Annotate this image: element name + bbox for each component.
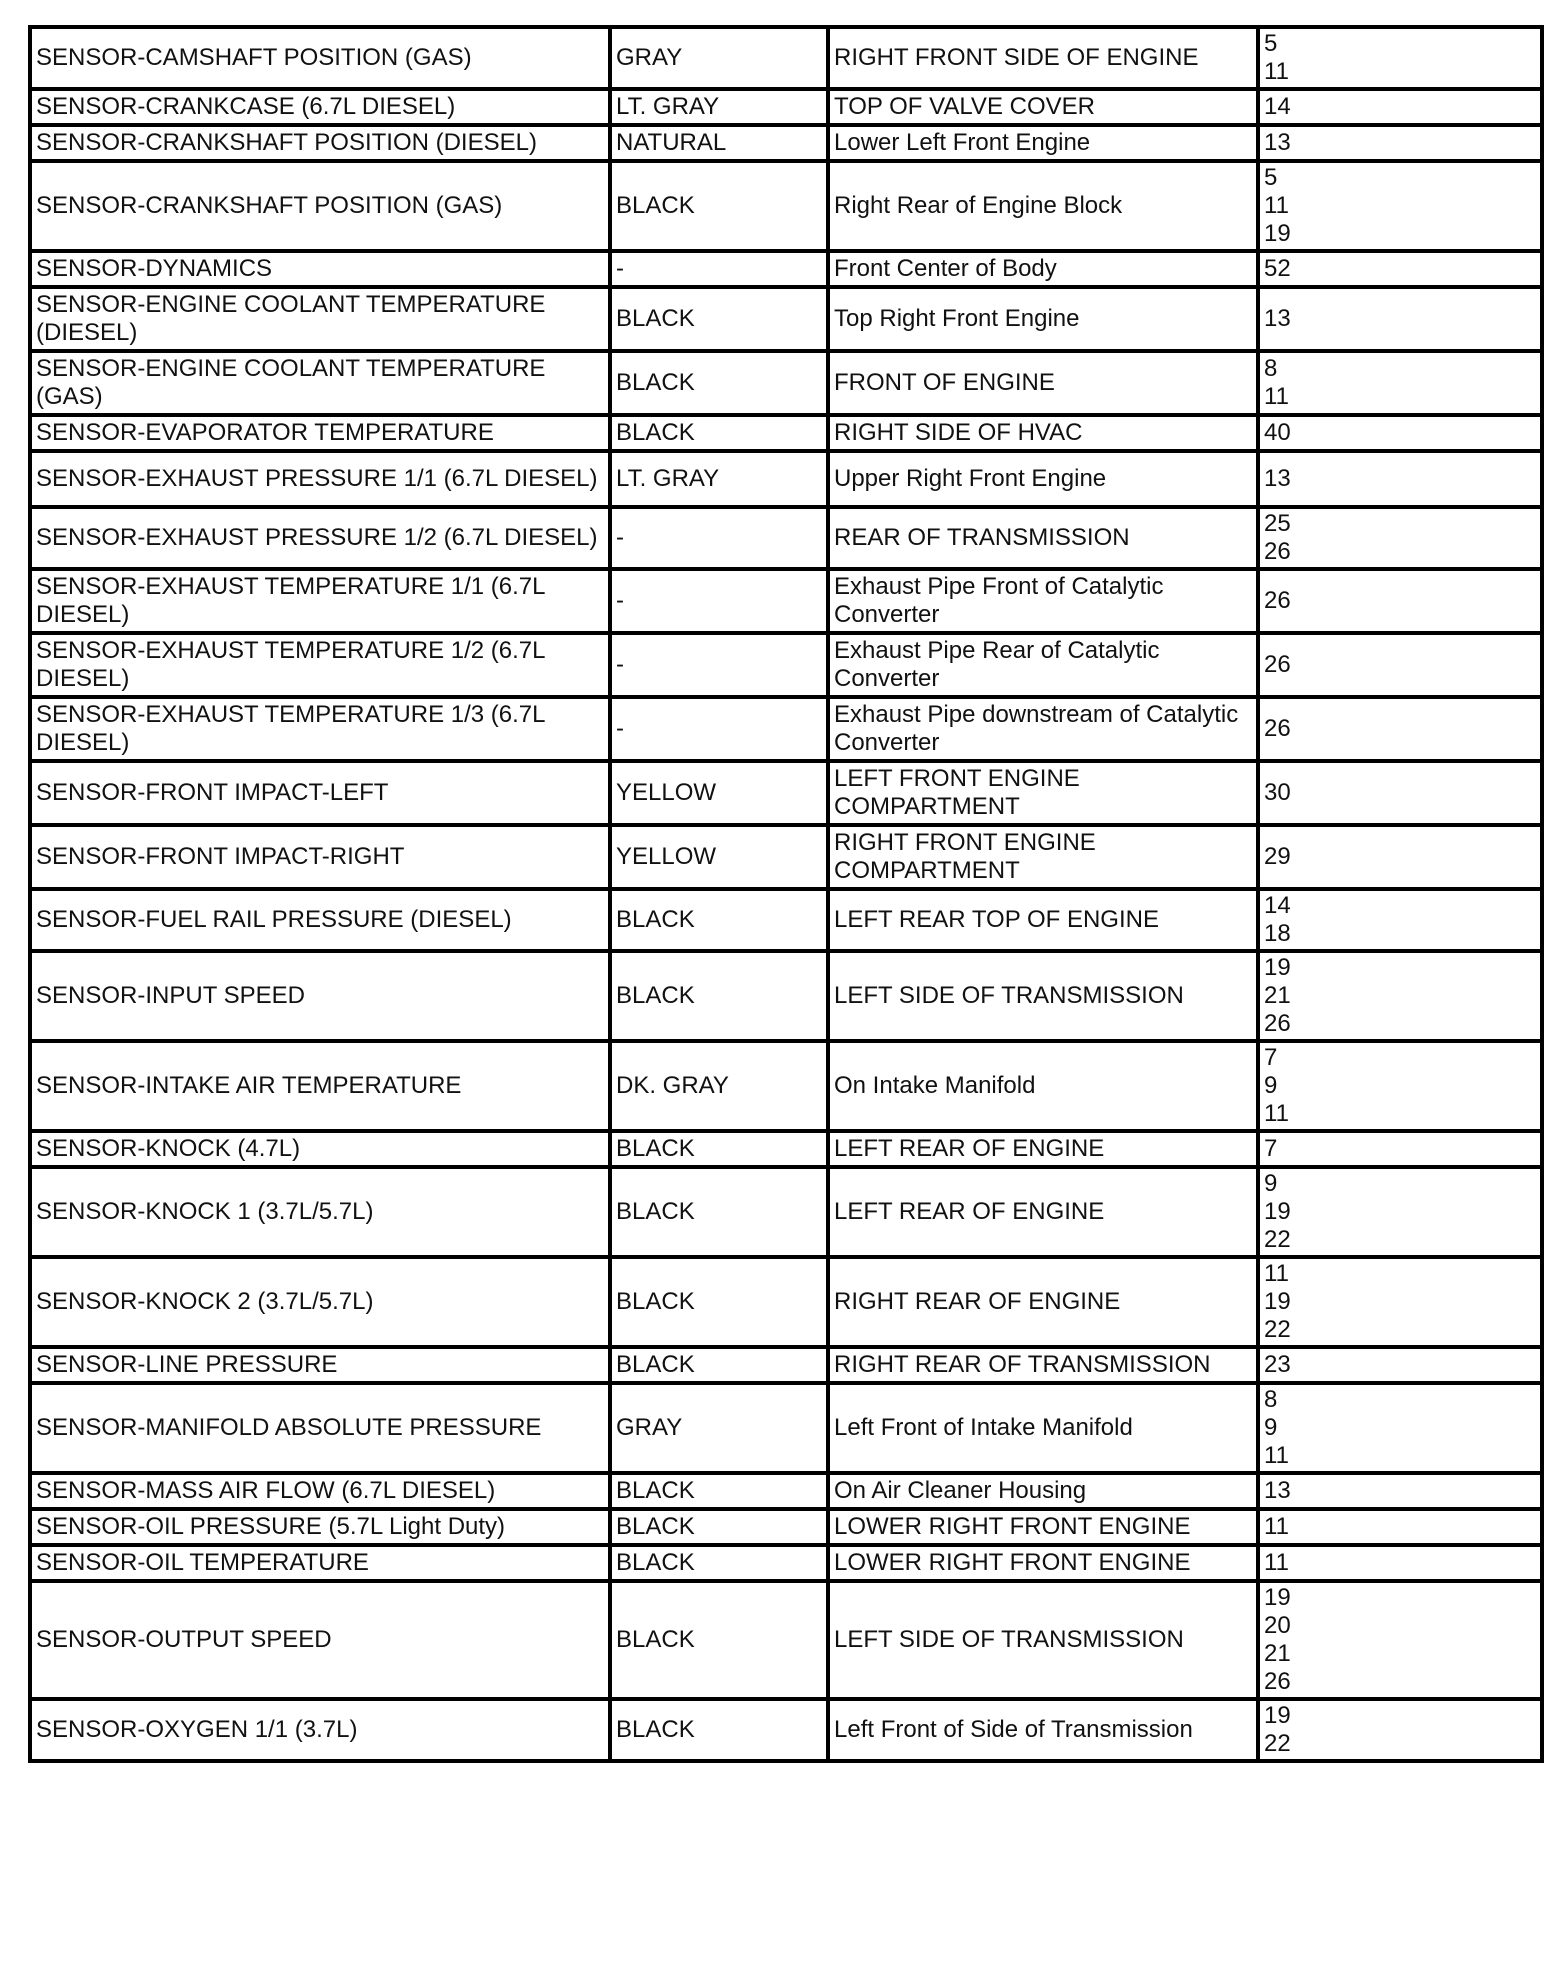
connector-color-cell: - [610,569,828,633]
location-cell: LEFT REAR OF ENGINE [828,1167,1258,1257]
figure-numbers-cell: 11 19 22 [1258,1257,1542,1347]
table-row [30,251,1542,287]
connector-color-cell: DK. GRAY [610,1041,828,1131]
connector-color-cell: BLACK [610,161,828,251]
location-cell: LEFT REAR OF ENGINE [828,1131,1258,1167]
connector-color-cell: BLACK [610,1347,828,1383]
connector-color-cell: BLACK [610,1509,828,1545]
connector-color-cell: YELLOW [610,761,828,825]
connector-color-cell: BLACK [610,415,828,451]
component-name-cell: SENSOR-EXHAUST TEMPERATURE 1/3 (6.7L DIESEL) [30,697,610,761]
figure-numbers-cell: 26 [1258,569,1542,633]
component-name-cell: SENSOR-MANIFOLD ABSOLUTE PRESSURE [30,1383,610,1473]
component-name-cell: SENSOR-KNOCK 1 (3.7L/5.7L) [30,1167,610,1257]
component-name-cell: SENSOR-MASS AIR FLOW (6.7L DIESEL) [30,1473,610,1509]
table-row [30,1257,1542,1347]
table-row [30,287,1542,351]
location-cell: RIGHT FRONT SIDE OF ENGINE [828,27,1258,89]
component-name-cell: SENSOR-INPUT SPEED [30,951,610,1041]
connector-color-cell: - [610,251,828,287]
component-name-cell: SENSOR-EXHAUST TEMPERATURE 1/2 (6.7L DIESEL) [30,633,610,697]
table-row [30,161,1542,251]
connector-color-cell: YELLOW [610,825,828,889]
component-name-cell: SENSOR-EXHAUST PRESSURE 1/2 (6.7L DIESEL) [30,507,610,569]
location-cell: LEFT SIDE OF TRANSMISSION [828,951,1258,1041]
table-row [30,1473,1542,1509]
connector-color-cell: - [610,507,828,569]
component-name-cell: SENSOR-KNOCK 2 (3.7L/5.7L) [30,1257,610,1347]
figure-numbers-cell: 19 22 [1258,1699,1542,1761]
connector-color-cell: BLACK [610,1131,828,1167]
table-row [30,697,1542,761]
connector-color-cell: GRAY [610,1383,828,1473]
connector-location-page [28,25,1540,1763]
figure-numbers-cell: 5 11 [1258,27,1542,89]
component-name-cell: SENSOR-FRONT IMPACT-LEFT [30,761,610,825]
figure-numbers-cell: 7 9 11 [1258,1041,1542,1131]
location-cell: LEFT REAR TOP OF ENGINE [828,889,1258,951]
figure-numbers-cell: 26 [1258,633,1542,697]
location-cell: Right Rear of Engine Block [828,161,1258,251]
component-name-cell: SENSOR-DYNAMICS [30,251,610,287]
table-row [30,633,1542,697]
connector-color-cell: - [610,697,828,761]
component-name-cell: SENSOR-EXHAUST PRESSURE 1/1 (6.7L DIESEL) [30,451,610,507]
connector-color-cell: NATURAL [610,125,828,161]
component-name-cell: SENSOR-KNOCK (4.7L) [30,1131,610,1167]
connector-color-cell: BLACK [610,889,828,951]
component-name-cell: SENSOR-EVAPORATOR TEMPERATURE [30,415,610,451]
figure-numbers-cell: 52 [1258,251,1542,287]
location-cell: Lower Left Front Engine [828,125,1258,161]
table-row [30,889,1542,951]
table-row [30,27,1542,89]
component-name-cell: SENSOR-LINE PRESSURE [30,1347,610,1383]
location-cell: RIGHT REAR OF TRANSMISSION [828,1347,1258,1383]
figure-numbers-cell: 13 [1258,451,1542,507]
location-cell: LEFT SIDE OF TRANSMISSION [828,1581,1258,1699]
figure-numbers-cell: 11 [1258,1545,1542,1581]
location-cell: LEFT FRONT ENGINE COMPARTMENT [828,761,1258,825]
table-row [30,1041,1542,1131]
table-row [30,761,1542,825]
connector-color-cell: GRAY [610,27,828,89]
component-name-cell: SENSOR-INTAKE AIR TEMPERATURE [30,1041,610,1131]
location-cell: Exhaust Pipe Rear of Catalytic Converter [828,633,1258,697]
figure-numbers-cell: 19 20 21 26 [1258,1581,1542,1699]
component-name-cell: SENSOR-CAMSHAFT POSITION (GAS) [30,27,610,89]
location-cell: On Air Cleaner Housing [828,1473,1258,1509]
figure-numbers-cell: 5 11 19 [1258,161,1542,251]
table-row [30,1699,1542,1761]
table-row [30,1509,1542,1545]
figure-numbers-cell: 11 [1258,1509,1542,1545]
location-cell: LOWER RIGHT FRONT ENGINE [828,1509,1258,1545]
connector-color-cell: BLACK [610,1699,828,1761]
location-cell: RIGHT FRONT ENGINE COMPARTMENT [828,825,1258,889]
connector-color-cell: LT. GRAY [610,451,828,507]
location-cell: On Intake Manifold [828,1041,1258,1131]
location-cell: RIGHT REAR OF ENGINE [828,1257,1258,1347]
figure-numbers-cell: 19 21 26 [1258,951,1542,1041]
connector-color-cell: - [610,633,828,697]
location-cell: Left Front of Intake Manifold [828,1383,1258,1473]
figure-numbers-cell: 7 [1258,1131,1542,1167]
component-name-cell: SENSOR-ENGINE COOLANT TEMPERATURE (GAS) [30,351,610,415]
table-row [30,125,1542,161]
table-row [30,451,1542,507]
table-row [30,951,1542,1041]
location-cell: Exhaust Pipe Front of Catalytic Converter [828,569,1258,633]
table-row [30,569,1542,633]
figure-numbers-cell: 14 18 [1258,889,1542,951]
table-row [30,1383,1542,1473]
component-name-cell: SENSOR-ENGINE COOLANT TEMPERATURE (DIESEL) [30,287,610,351]
figure-numbers-cell: 23 [1258,1347,1542,1383]
component-name-cell: SENSOR-OIL TEMPERATURE [30,1545,610,1581]
component-name-cell: SENSOR-FUEL RAIL PRESSURE (DIESEL) [30,889,610,951]
figure-numbers-cell: 40 [1258,415,1542,451]
location-cell: Exhaust Pipe downstream of Catalytic Converter [828,697,1258,761]
figure-numbers-cell: 30 [1258,761,1542,825]
location-cell: Top Right Front Engine [828,287,1258,351]
location-cell: LOWER RIGHT FRONT ENGINE [828,1545,1258,1581]
connector-color-cell: BLACK [610,1257,828,1347]
figure-numbers-cell: 8 11 [1258,351,1542,415]
location-cell: TOP OF VALVE COVER [828,89,1258,125]
figure-numbers-cell: 13 [1258,125,1542,161]
table-row [30,1347,1542,1383]
connector-color-cell: LT. GRAY [610,89,828,125]
connector-location-table [28,25,1544,1763]
table-row [30,1545,1542,1581]
table-row [30,1167,1542,1257]
table-body [30,27,1542,1761]
table-row [30,1131,1542,1167]
component-name-cell: SENSOR-CRANKCASE (6.7L DIESEL) [30,89,610,125]
table-row [30,89,1542,125]
location-cell: Left Front of Side of Transmission [828,1699,1258,1761]
location-cell: Front Center of Body [828,251,1258,287]
connector-color-cell: BLACK [610,951,828,1041]
figure-numbers-cell: 9 19 22 [1258,1167,1542,1257]
location-cell: RIGHT SIDE OF HVAC [828,415,1258,451]
table-row [30,825,1542,889]
component-name-cell: SENSOR-FRONT IMPACT-RIGHT [30,825,610,889]
figure-numbers-cell: 25 26 [1258,507,1542,569]
location-cell: REAR OF TRANSMISSION [828,507,1258,569]
figure-numbers-cell: 14 [1258,89,1542,125]
location-cell: Upper Right Front Engine [828,451,1258,507]
connector-color-cell: BLACK [610,351,828,415]
component-name-cell: SENSOR-CRANKSHAFT POSITION (DIESEL) [30,125,610,161]
table-row [30,351,1542,415]
component-name-cell: SENSOR-OUTPUT SPEED [30,1581,610,1699]
connector-color-cell: BLACK [610,287,828,351]
connector-color-cell: BLACK [610,1545,828,1581]
connector-color-cell: BLACK [610,1473,828,1509]
figure-numbers-cell: 13 [1258,1473,1542,1509]
table-row [30,507,1542,569]
component-name-cell: SENSOR-EXHAUST TEMPERATURE 1/1 (6.7L DIESEL) [30,569,610,633]
figure-numbers-cell: 13 [1258,287,1542,351]
table-row [30,415,1542,451]
component-name-cell: SENSOR-CRANKSHAFT POSITION (GAS) [30,161,610,251]
table-row [30,1581,1542,1699]
component-name-cell: SENSOR-OIL PRESSURE (5.7L Light Duty) [30,1509,610,1545]
figure-numbers-cell: 29 [1258,825,1542,889]
connector-color-cell: BLACK [610,1167,828,1257]
figure-numbers-cell: 8 9 11 [1258,1383,1542,1473]
connector-color-cell: BLACK [610,1581,828,1699]
component-name-cell: SENSOR-OXYGEN 1/1 (3.7L) [30,1699,610,1761]
figure-numbers-cell: 26 [1258,697,1542,761]
location-cell: FRONT OF ENGINE [828,351,1258,415]
